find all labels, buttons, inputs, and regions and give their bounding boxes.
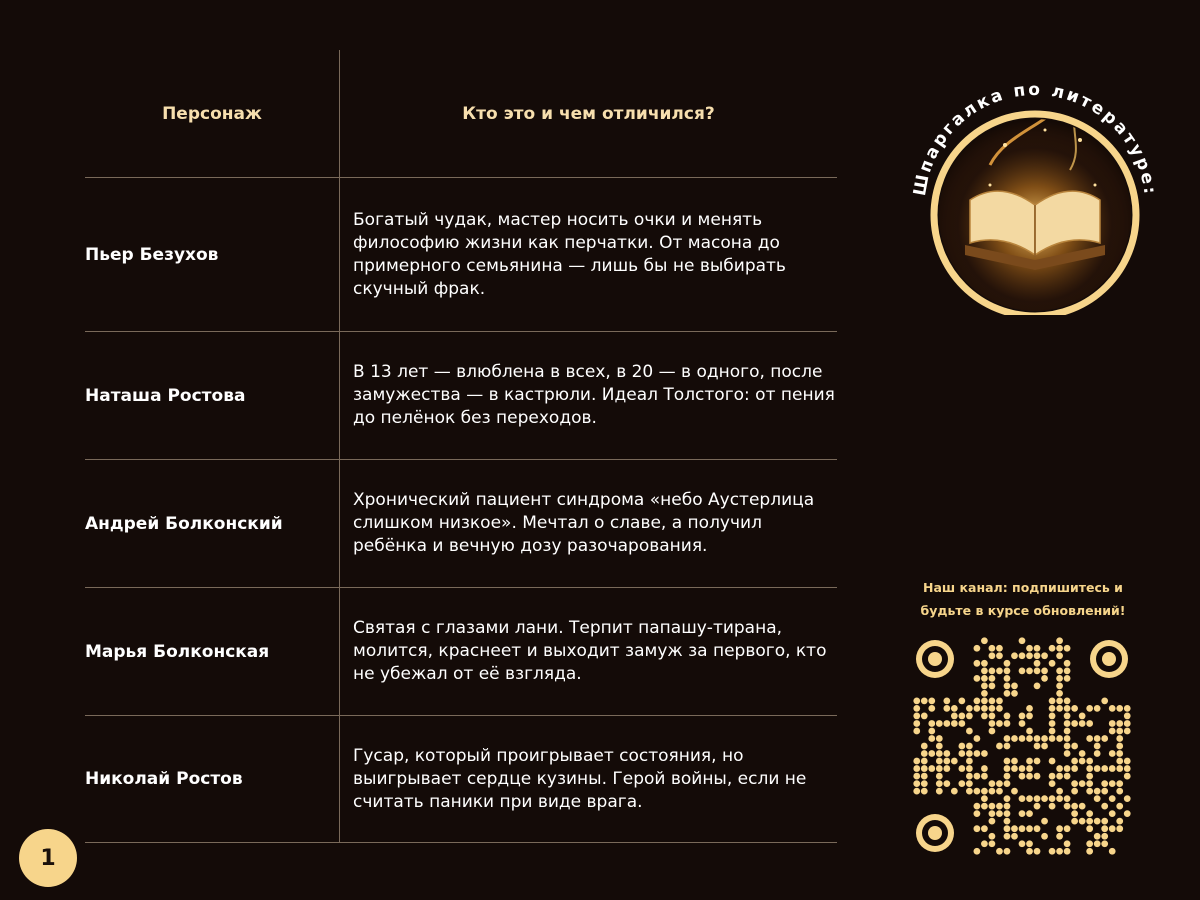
character-description: Святая с глазами лани. Терпит папашу-тирана, молится, краснеет и выходит замуж за первого, кто не убежал от её взгляда.: [353, 618, 827, 684]
character-description: В 13 лет — влюблена в всех, в 20 — в одного, после замужества — в кастрюли. Идеал Толстого: от пения до пелёнок без переходов.: [353, 362, 835, 428]
qr-code[interactable]: [913, 637, 1131, 855]
character-name: Пьер Безухов: [85, 244, 219, 265]
character-table: [85, 50, 837, 843]
channel-caption-line-1: Наш канал: подпишитесь и: [923, 580, 1123, 595]
character-description: Хронический пациент синдрома «небо Аустерлица слишком низкое». Мечтал о славе, а получил ребёнка и вечную дозу разочарования.: [353, 490, 815, 556]
character-name: Наташа Ростова: [85, 385, 246, 406]
row-divider: [85, 842, 837, 843]
channel-caption-line-2: будьте в курсе обновлений!: [920, 603, 1126, 618]
open-book-icon: [935, 100, 1135, 315]
qr-finder-top-right: [1090, 640, 1128, 678]
badge-arc-text: Шпаргалка по литературе:: [909, 79, 1160, 198]
qr-finder-bottom-left: [916, 814, 954, 852]
character-name: Николай Ростов: [85, 769, 243, 789]
page-number-badge: 1: [19, 829, 77, 887]
table-row: [85, 588, 837, 715]
table-row: [85, 178, 837, 331]
character-name: Андрей Болконский: [85, 513, 283, 534]
character-description: Гусар, который проигрывает состояния, но выигрывает сердце кузины. Герой войны, если не считать паники при виде врага.: [353, 745, 807, 812]
table-row: [85, 716, 837, 842]
table-row: [85, 460, 837, 587]
channel-caption: [910, 576, 1136, 622]
qr-finder-top-left: [916, 640, 954, 678]
character-name: Марья Болконская: [85, 641, 270, 662]
header-description: Кто это и чем отличился?: [462, 103, 715, 124]
cheatsheet-badge: [895, 55, 1175, 315]
table-row: [85, 332, 837, 459]
character-description: Богатый чудак, мастер носить очки и менять философию жизни как перчатки. От масона до примерного семьянина — лишь бы не выбирать скучный фрак.: [353, 209, 786, 299]
header-character: Персонаж: [162, 103, 262, 124]
